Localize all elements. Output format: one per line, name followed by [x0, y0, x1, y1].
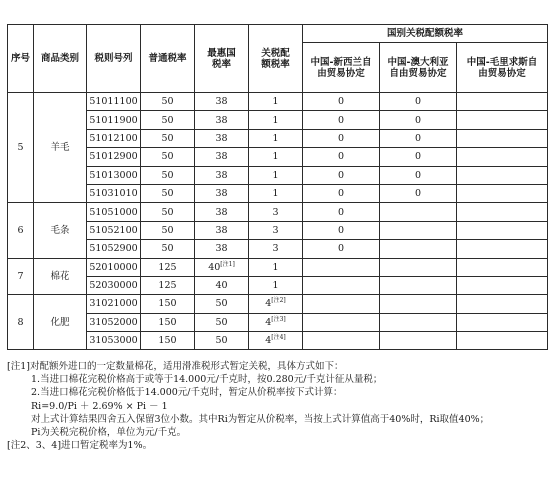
quota-rate-value: 3: [272, 206, 279, 218]
table-row: [8, 258, 548, 276]
quota-rate-value: 1: [272, 114, 279, 126]
favored-rate-cell: [195, 129, 249, 147]
footnote-ref: [注2]: [271, 297, 286, 305]
mfn-rate-cell: 150: [141, 295, 195, 313]
fta-nz-cell: 0: [303, 203, 380, 221]
table-row: [8, 203, 548, 221]
quota-rate-value: 1: [272, 169, 279, 181]
quota-rate-cell: [249, 203, 303, 221]
favored-rate-cell: [195, 332, 249, 350]
fta-au-cell: [380, 221, 457, 239]
fta-au-cell: 0: [380, 148, 457, 166]
fta-nz-cell: [303, 313, 380, 331]
fta-mu-cell: [457, 184, 548, 202]
code-cell: 52030000: [87, 276, 141, 294]
fta-au-cell: 0: [380, 184, 457, 202]
fta-mu-cell: [457, 332, 548, 350]
fta-au-cell: [380, 276, 457, 294]
mfn-rate-cell: 150: [141, 313, 195, 331]
header-fta-mu: 中国-毛里求斯自由贸易协定: [457, 43, 548, 93]
quota-rate-value: 1: [272, 261, 279, 273]
quota-rate-value: 1: [272, 96, 279, 108]
code-cell: 51051000: [87, 203, 141, 221]
fta-mu-cell: [457, 111, 548, 129]
quota-rate-value: 4: [265, 298, 272, 310]
favored-rate-value: 50: [215, 298, 228, 310]
quota-rate-cell: [249, 129, 303, 147]
header-quota-rate: 关税配额税率: [249, 25, 303, 93]
table-row: [8, 240, 548, 258]
favored-rate-cell: [195, 276, 249, 294]
fta-nz-cell: 0: [303, 148, 380, 166]
code-cell: 31021000: [87, 295, 141, 313]
footnotes: [7, 360, 547, 452]
mfn-rate-cell: 50: [141, 166, 195, 184]
fta-au-cell: [380, 258, 457, 276]
seq-cell: 7: [8, 258, 34, 295]
fta-mu-cell: [457, 276, 548, 294]
tariff-quota-table: [7, 24, 548, 350]
footnote-ref: [注4]: [271, 334, 286, 342]
fta-au-cell: 0: [380, 111, 457, 129]
mfn-rate-cell: 50: [141, 148, 195, 166]
quota-rate-cell: [249, 148, 303, 166]
favored-rate-cell: [195, 166, 249, 184]
quota-rate-value: 4: [265, 335, 272, 347]
favored-rate-value: 50: [215, 316, 228, 328]
favored-rate-value: 38: [215, 243, 228, 255]
quota-rate-cell: [249, 166, 303, 184]
fta-au-cell: [380, 313, 457, 331]
footnote-line: 对上式计算结果四舍五入保留3位小数。其中Ri为暂定从价税率，当按上式计算值高于40%时，Ri取值40%；: [31, 413, 490, 425]
favored-rate-value: 50: [215, 335, 228, 347]
quota-rate-value: 4: [265, 316, 272, 328]
mfn-rate-cell: 50: [141, 129, 195, 147]
fta-mu-cell: [457, 93, 548, 111]
fta-mu-cell: [457, 258, 548, 276]
fta-nz-cell: 0: [303, 240, 380, 258]
table-row: [8, 111, 548, 129]
header-favored-rate: 最惠国税率: [195, 25, 249, 93]
favored-rate-cell: [195, 221, 249, 239]
table-row: [8, 166, 548, 184]
quota-rate-cell: [249, 258, 303, 276]
footnote-line: 1.当进口棉花完税价格高于或等于14.000元/千克时，按0.280元/千克计征从量税；: [31, 374, 383, 386]
table-row: [8, 129, 548, 147]
category-cell: 毛条: [34, 203, 87, 258]
header-mfn-rate: 普通税率: [141, 25, 195, 93]
favored-rate-value: 38: [215, 224, 228, 236]
fta-au-cell: 0: [380, 166, 457, 184]
fta-nz-cell: [303, 258, 380, 276]
favored-rate-cell: [195, 148, 249, 166]
fta-nz-cell: [303, 332, 380, 350]
quota-rate-cell: [249, 332, 303, 350]
table-row: [8, 276, 548, 294]
seq-cell: 6: [8, 203, 34, 258]
header-fta-nz: 中国-新西兰自由贸易协定: [303, 43, 380, 93]
favored-rate-cell: [195, 93, 249, 111]
quota-rate-cell: [249, 276, 303, 294]
favored-rate-value: 38: [215, 188, 228, 200]
favored-rate-value: 38: [215, 206, 228, 218]
footnote-line: Pi为关税完税价格，单位为元/千克。: [31, 427, 187, 439]
mfn-rate-cell: 50: [141, 221, 195, 239]
mfn-rate-cell: 50: [141, 240, 195, 258]
fta-nz-cell: 0: [303, 111, 380, 129]
code-cell: 51011900: [87, 111, 141, 129]
fta-mu-cell: [457, 240, 548, 258]
seq-cell: 5: [8, 93, 34, 203]
footnote-line: [注2、3、4]进口暂定税率为1%。: [7, 440, 153, 452]
fta-mu-cell: [457, 313, 548, 331]
favored-rate-cell: [195, 203, 249, 221]
code-cell: 31052000: [87, 313, 141, 331]
header-fta-au: 中国-澳大利亚自由贸易协定: [380, 43, 457, 93]
fta-mu-cell: [457, 295, 548, 313]
quota-rate-cell: [249, 295, 303, 313]
favored-rate-value: 40: [208, 261, 221, 273]
fta-nz-cell: [303, 276, 380, 294]
quota-rate-cell: [249, 221, 303, 239]
favored-rate-cell: [195, 313, 249, 331]
fta-mu-cell: [457, 129, 548, 147]
mfn-rate-cell: 125: [141, 276, 195, 294]
table-row: [8, 295, 548, 313]
code-cell: 31053000: [87, 332, 141, 350]
favored-rate-cell: [195, 184, 249, 202]
seq-cell: 8: [8, 295, 34, 350]
category-cell: 化肥: [34, 295, 87, 350]
fta-nz-cell: 0: [303, 221, 380, 239]
favored-rate-cell: [195, 295, 249, 313]
table-row: [8, 221, 548, 239]
quota-rate-value: 1: [272, 280, 279, 292]
fta-mu-cell: [457, 203, 548, 221]
quota-rate-value: 1: [272, 188, 279, 200]
fta-au-cell: [380, 295, 457, 313]
footnote-ref: [注3]: [271, 315, 286, 323]
code-cell: 51052900: [87, 240, 141, 258]
code-cell: 51012100: [87, 129, 141, 147]
header-code: 税则号列: [87, 25, 141, 93]
favored-rate-value: 38: [215, 96, 228, 108]
fta-au-cell: [380, 332, 457, 350]
category-cell: 羊毛: [34, 93, 87, 203]
fta-au-cell: [380, 240, 457, 258]
footnote-line: 2.当进口棉花完税价格低于14.000元/千克时，暂定从价税率按下式计算：: [31, 387, 343, 399]
code-cell: 51013000: [87, 166, 141, 184]
header-country-quota: 国别关税配额税率: [303, 25, 548, 43]
mfn-rate-cell: 150: [141, 332, 195, 350]
footnote-line: Ri=9.0/Pi ＋ 2.69% × Pi － 1: [31, 400, 168, 412]
favored-rate-value: 38: [215, 169, 228, 181]
mfn-rate-cell: 50: [141, 93, 195, 111]
quota-rate-cell: [249, 93, 303, 111]
table-row: [8, 332, 548, 350]
fta-nz-cell: 0: [303, 184, 380, 202]
fta-nz-cell: 0: [303, 166, 380, 184]
code-cell: 51011100: [87, 93, 141, 111]
fta-mu-cell: [457, 148, 548, 166]
code-cell: 51031010: [87, 184, 141, 202]
quota-rate-cell: [249, 184, 303, 202]
fta-au-cell: 0: [380, 93, 457, 111]
fta-nz-cell: 0: [303, 93, 380, 111]
code-cell: 51052100: [87, 221, 141, 239]
quota-rate-value: 3: [272, 224, 279, 236]
favored-rate-value: 38: [215, 114, 228, 126]
table-row: [8, 148, 548, 166]
quota-rate-cell: [249, 240, 303, 258]
mfn-rate-cell: 50: [141, 203, 195, 221]
fta-mu-cell: [457, 166, 548, 184]
code-cell: 51012900: [87, 148, 141, 166]
mfn-rate-cell: 50: [141, 184, 195, 202]
fta-au-cell: 0: [380, 129, 457, 147]
favored-rate-value: 38: [215, 132, 228, 144]
table-row: [8, 184, 548, 202]
table-row: [8, 93, 548, 111]
quota-rate-value: 1: [272, 132, 279, 144]
table-row: [8, 313, 548, 331]
fta-mu-cell: [457, 221, 548, 239]
fta-au-cell: [380, 203, 457, 221]
fta-nz-cell: 0: [303, 129, 380, 147]
header-category: 商品类别: [34, 25, 87, 93]
favored-rate-cell: [195, 258, 249, 276]
favored-rate-cell: [195, 240, 249, 258]
favored-rate-value: 38: [215, 151, 228, 163]
footnote-line: [注1]对配额外进口的一定数量棉花，适用滑准税形式暂定关税，具体方式如下：: [7, 361, 344, 372]
mfn-rate-cell: 50: [141, 111, 195, 129]
mfn-rate-cell: 125: [141, 258, 195, 276]
quota-rate-value: 3: [272, 243, 279, 255]
category-cell: 棉花: [34, 258, 87, 295]
quota-rate-cell: [249, 111, 303, 129]
quota-rate-value: 1: [272, 151, 279, 163]
header-seq: 序号: [8, 25, 34, 93]
favored-rate-value: 40: [215, 280, 228, 292]
footnote-ref: [注1]: [220, 260, 235, 268]
code-cell: 52010000: [87, 258, 141, 276]
fta-nz-cell: [303, 295, 380, 313]
quota-rate-cell: [249, 313, 303, 331]
favored-rate-cell: [195, 111, 249, 129]
